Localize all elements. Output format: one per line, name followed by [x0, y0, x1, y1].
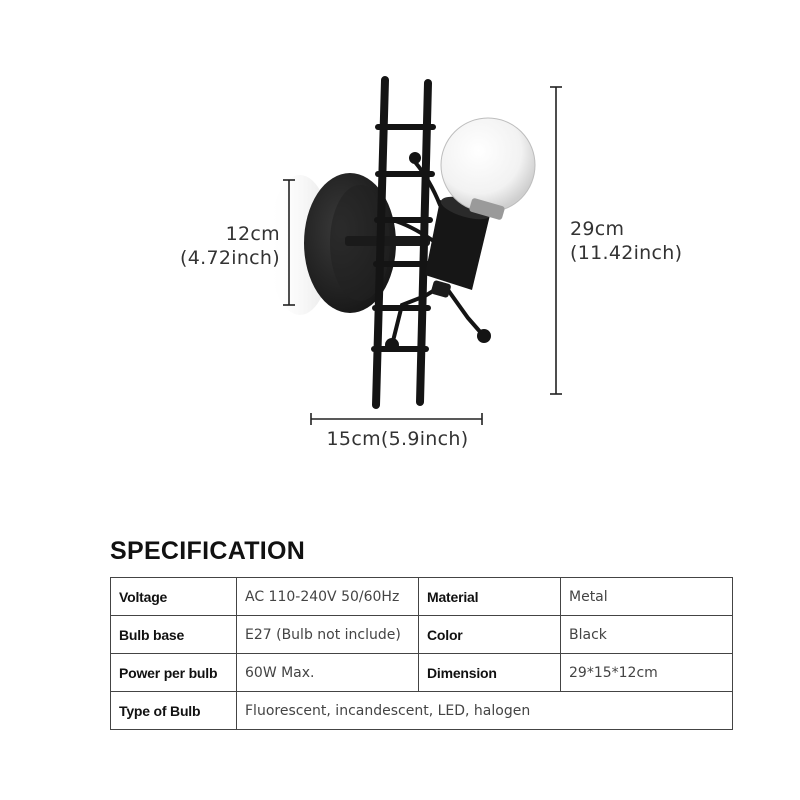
- specification-table: [110, 577, 733, 730]
- height-cm: 29cm: [570, 218, 625, 240]
- depth-cm: 12cm: [225, 223, 280, 245]
- table-row: [111, 692, 733, 730]
- depth-dimension-label: [180, 222, 280, 270]
- spec-label: Dimension: [419, 654, 561, 692]
- spec-value: E27 (Bulb not include): [237, 616, 419, 654]
- spec-label: Type of Bulb: [111, 692, 237, 730]
- spec-value: 60W Max.: [237, 654, 419, 692]
- specification-title: SPECIFICATION: [110, 537, 306, 565]
- table-row: [111, 616, 733, 654]
- depth-inch: (4.72inch): [180, 247, 280, 269]
- height-inch: (11.42inch): [570, 242, 683, 264]
- spec-label: Power per bulb: [111, 654, 237, 692]
- spec-value: Fluorescent, incandescent, LED, halogen: [237, 692, 733, 730]
- spec-value: AC 110-240V 50/60Hz: [237, 578, 419, 616]
- spec-value: Metal: [561, 578, 733, 616]
- width-dimension-label: 15cm(5.9inch): [326, 428, 469, 450]
- spec-label: Material: [419, 578, 561, 616]
- height-dimension-label: [570, 217, 682, 265]
- spec-label: Voltage: [111, 578, 237, 616]
- spec-label: Bulb base: [111, 616, 237, 654]
- spec-value: 29*15*12cm: [561, 654, 733, 692]
- table-row: [111, 578, 733, 616]
- spec-value: Black: [561, 616, 733, 654]
- light-bulb: [441, 118, 535, 212]
- mount-rod: [345, 236, 430, 246]
- table-row: [111, 654, 733, 692]
- spec-label: Color: [419, 616, 561, 654]
